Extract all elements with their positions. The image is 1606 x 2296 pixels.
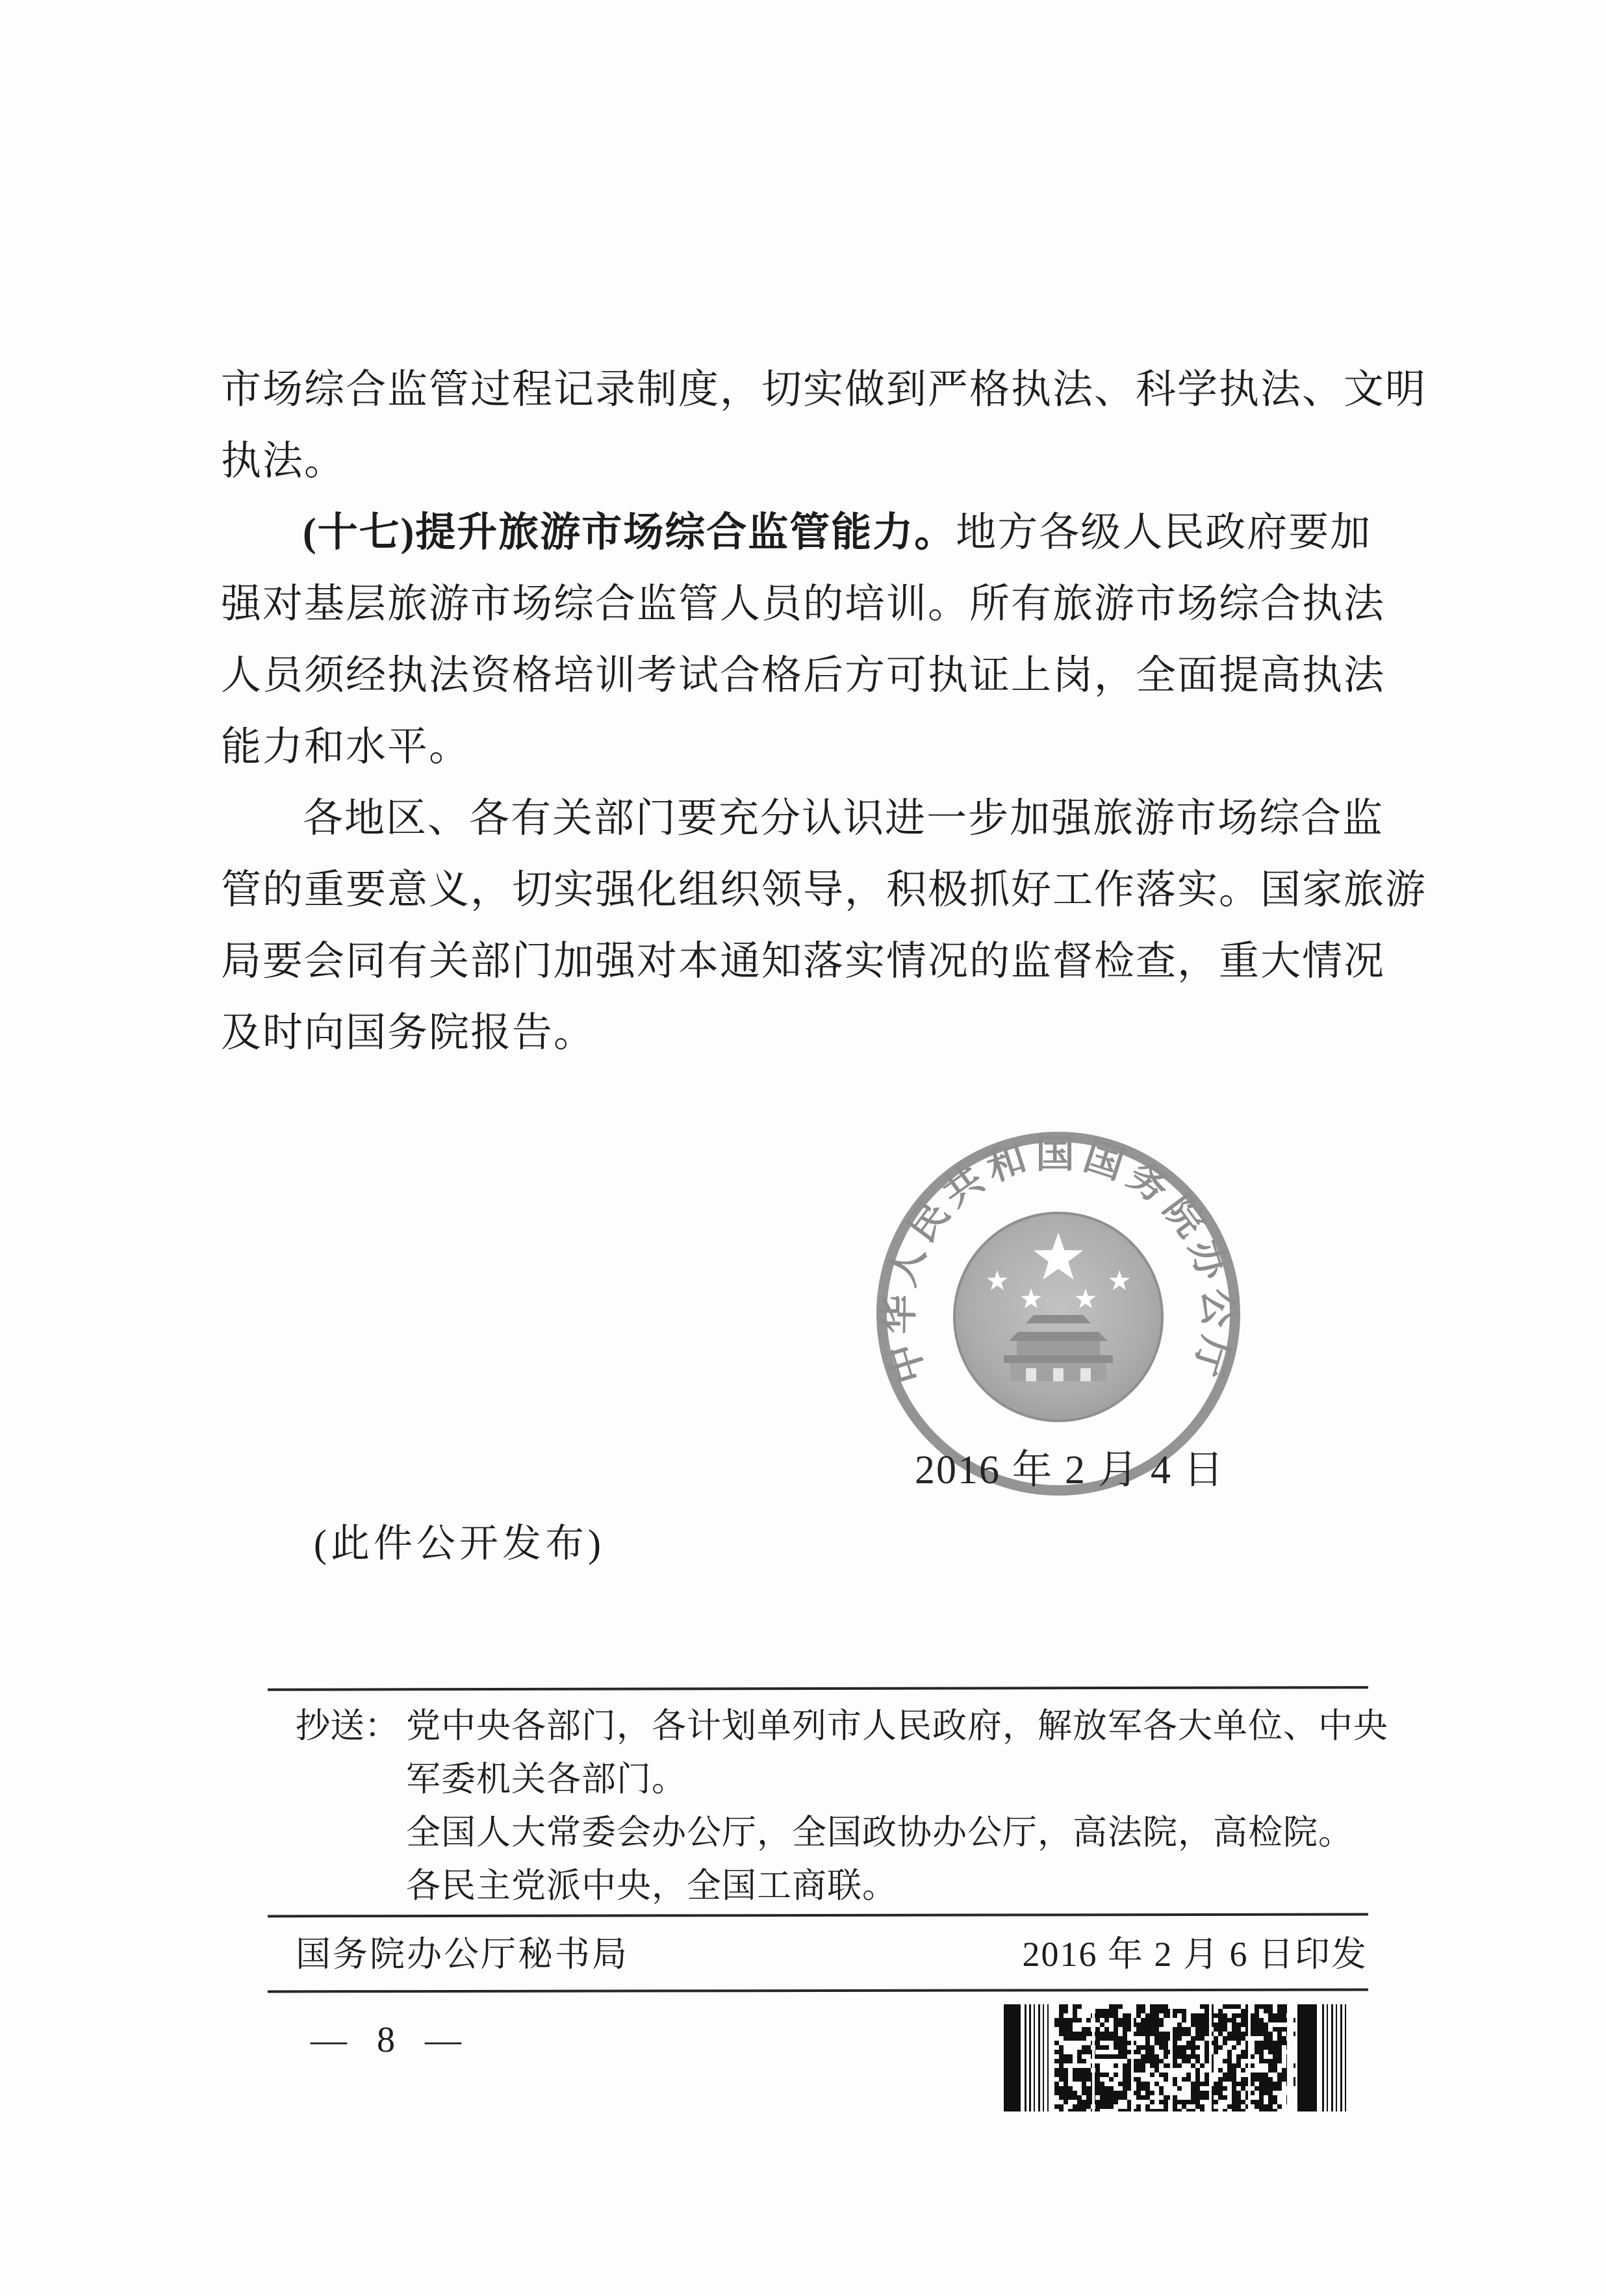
body-line — [221, 926, 1386, 997]
body-line — [221, 426, 1374, 497]
cc-line: 军委机关各部门。 — [406, 1761, 687, 1798]
public-release-note: (此件公开发布) — [314, 1522, 605, 1565]
body-line-text: 各地区、各有关部门要充分认识进一步加强旅游市场综合监 — [303, 797, 1384, 841]
body-line-text: 强对基层旅游市场综合监管人员的培训。所有旅游市场综合执法 — [221, 582, 1386, 626]
footer-row — [296, 1935, 1368, 1974]
divider-rule-middle — [268, 1913, 1368, 1918]
page-number-dash: — — [311, 2020, 347, 2060]
body-line — [221, 640, 1386, 711]
body-line — [221, 783, 1384, 854]
body-line — [221, 854, 1427, 926]
seal-ring-text: 中华人民共和国国务院办公厅 — [876, 1132, 1240, 1388]
cc-line: 党中央各部门，各计划单列市人民政府，解放军各大单位、中央 — [406, 1707, 1388, 1745]
body-line-text: 管的重要意义，切实强化组织领导，积极抓好工作落实。国家旅游 — [221, 868, 1427, 912]
body-line-text: 执法。 — [221, 439, 346, 483]
body-line — [221, 497, 1374, 568]
body-line-text: 市场综合监管过程记录制度，切实做到严格执法、科学执法、文明 — [221, 368, 1427, 412]
body-line-text: 人员须经执法资格培训考试合格后方可执证上岗，全面提高执法 — [221, 654, 1386, 698]
print-date: 2016 年 2 月 6 日印发 — [1022, 1935, 1368, 1974]
body-line-text: 局要会同有关部门加强对本通知落实情况的监督检查，重大情况 — [221, 939, 1386, 984]
page-number-value: 8 — [377, 2020, 395, 2060]
body-line-text: 能力和水平。 — [221, 725, 471, 769]
divider-rule-bottom — [268, 1989, 1368, 1993]
body-line-text: 及时向国务院报告。 — [221, 1011, 596, 1055]
body-line — [221, 997, 1374, 1069]
cc-block — [296, 1700, 1388, 1913]
cc-line: 各民主党派中央，全国工商联。 — [406, 1867, 897, 1905]
page-number — [311, 2019, 461, 2061]
section-17-heading: (十七)提升旅游市场综合监管能力。 — [303, 511, 956, 555]
issuing-office: 国务院办公厅秘书局 — [296, 1935, 629, 1974]
page-number-dash: — — [425, 2020, 461, 2060]
cc-label: 抄送： — [296, 1707, 399, 1745]
body-line-text: 地方各级人民政府要加 — [956, 511, 1372, 555]
seal-date: 2016 年 2 月 4 日 — [915, 1448, 1225, 1492]
pdf417-barcode — [1004, 2004, 1365, 2111]
body-line — [221, 568, 1386, 640]
body-text — [221, 354, 1427, 1069]
divider-rule-top — [268, 1686, 1368, 1691]
body-line — [221, 354, 1427, 426]
cc-line: 全国人大常委会办公厅，全国政协办公厅，高法院，高检院。 — [406, 1814, 1353, 1852]
body-line — [221, 711, 1374, 783]
